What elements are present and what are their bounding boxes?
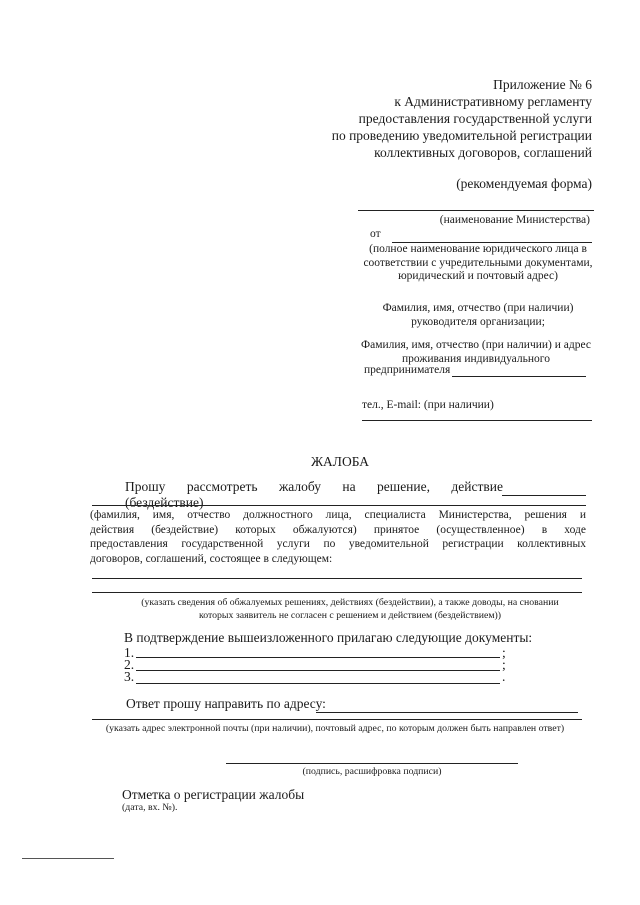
lead-line-end[interactable] xyxy=(502,495,586,496)
head-caption-line-2: руководителя организации; xyxy=(411,316,545,328)
attachment-1-num: 1. xyxy=(124,645,135,660)
reply-address-line-2[interactable] xyxy=(92,719,582,720)
grounds-caption xyxy=(110,597,590,622)
signature-line[interactable] xyxy=(226,763,518,764)
contact-label: тел., E-mail: (при наличии) xyxy=(362,399,494,411)
entrepreneur-caption-line-1: Фамилия, имя, отчество (при наличии) и адрес xyxy=(361,339,591,351)
entrepreneur-caption-line-2: проживания индивидуального xyxy=(402,352,550,365)
reply-address-line[interactable] xyxy=(316,712,578,713)
appendix-line-1: к Административному регламенту xyxy=(394,94,592,109)
appendix-line-4: коллективных договоров, соглашений xyxy=(374,145,592,160)
head-caption xyxy=(360,301,596,329)
official-name-line[interactable] xyxy=(92,505,586,506)
footnote-separator-tick xyxy=(22,858,36,859)
body-line-1: (фамилия, имя, отчество должностного лица, специалиста Министерства, решения и xyxy=(90,509,586,521)
signature-caption: (подпись, расшифровка подписи) xyxy=(302,766,442,777)
form-note: (рекомендуемая форма) xyxy=(456,176,592,191)
reply-caption: (указать адрес электронной почты (при наличии), почтовый адрес, по которым должен быть направлен ответ) xyxy=(105,723,565,734)
body-line-2: действия (бездействие) которых обжалуются) принятое (осуществленное) в ходе xyxy=(90,523,586,536)
attachment-1-end: ; xyxy=(502,645,506,660)
body-line-4: договоров, соглашений, состоящее в следующем: xyxy=(90,552,333,565)
from-label: от xyxy=(370,228,381,240)
attachment-2-num: 2. xyxy=(124,657,135,672)
entrepreneur-label: предпринимателя xyxy=(364,364,451,376)
appendix-title: Приложение № 6 xyxy=(493,77,592,92)
entity-caption-line-2: соответствии с учредительными документами, xyxy=(363,256,593,269)
registration-label: Отметка о регистрации жалобы xyxy=(122,787,305,802)
complaint-lead: Прошу рассмотреть жалобу на решение, действие (бездействие) xyxy=(125,479,503,510)
ministry-caption: (наименование Министерства) xyxy=(439,214,590,226)
head-caption-line-1: Фамилия, имя, отчество (при наличии) xyxy=(382,302,574,314)
attachment-2-end: ; xyxy=(502,657,506,672)
entity-caption xyxy=(360,243,596,284)
ministry-name-line[interactable] xyxy=(358,210,594,211)
appendix-line-2: предоставления государственной услуги xyxy=(358,111,592,126)
contact-line[interactable] xyxy=(362,420,592,421)
entity-caption-line-3: юридический и почтовый адрес) xyxy=(398,270,558,282)
body-line-3: предоставления государственной услуги по уведомительной регистрации коллективных xyxy=(90,538,586,550)
reply-label: Ответ прошу направить по адресу: xyxy=(126,696,326,711)
attachments-intro: В подтверждение вышеизложенного прилагаю следующие документы: xyxy=(124,630,533,645)
attachment-3-line[interactable] xyxy=(136,683,500,684)
attachment-3-num: 3. xyxy=(124,669,135,684)
appendix-header xyxy=(250,76,592,161)
complaint-body xyxy=(90,508,586,566)
complaint-title: ЖАЛОБА xyxy=(310,454,370,469)
grounds-line-2[interactable] xyxy=(92,592,582,593)
grounds-caption-line-2: которых заявитель не согласен с решением и действием (бездействием)) xyxy=(198,609,502,621)
appendix-line-3: по проведению уведомительной регистрации xyxy=(331,128,592,143)
grounds-caption-line-1: (указать сведения об обжалуемых решениях, действиях (бездействии), а также доводы, на сновании xyxy=(141,597,559,608)
grounds-line-1[interactable] xyxy=(92,578,582,579)
attachment-3-end: . xyxy=(502,669,506,684)
registration-caption: (дата, вх. №). xyxy=(122,802,178,813)
entrepreneur-caption xyxy=(358,339,594,366)
entrepreneur-line[interactable] xyxy=(452,376,586,377)
entity-caption-line-1: (полное наименование юридического лица в xyxy=(369,243,587,255)
